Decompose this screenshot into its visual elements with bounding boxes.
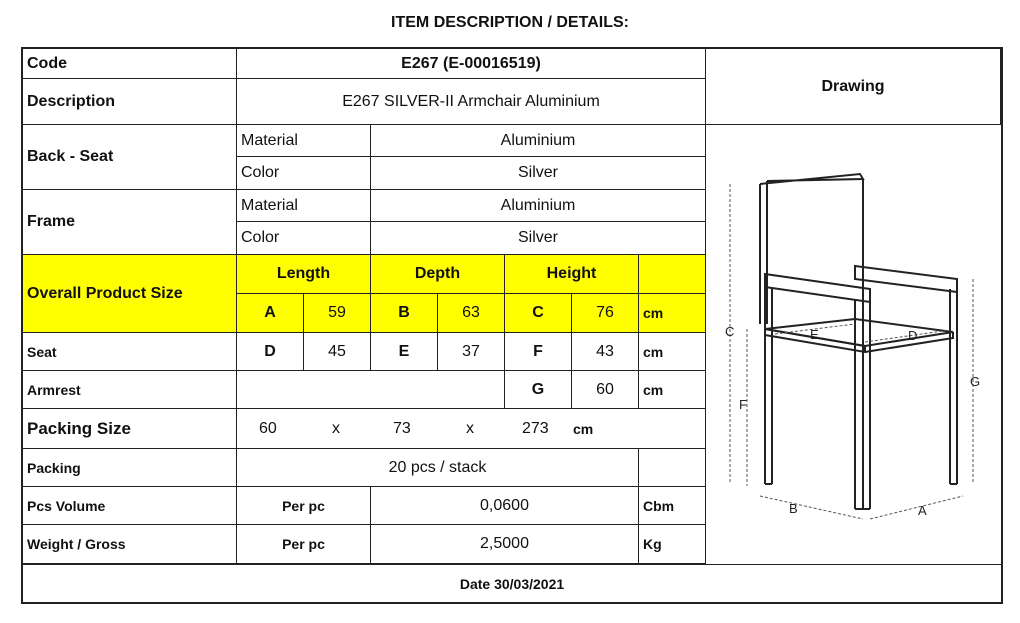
back-seat-color-label: Color [237,157,371,190]
dim-a-letter: A [237,294,304,333]
dim-f-letter: F [505,333,572,371]
dim-a-line [870,496,963,519]
back-seat-color: Silver [371,157,706,190]
date-footer: Date 30/03/2021 [23,564,1001,602]
frame-color-label: Color [237,222,371,255]
overall-unit-header [639,255,706,294]
weight-unit: Kg [639,525,706,564]
volume-unit: Cbm [639,487,706,525]
height-header: Height [505,255,639,294]
weight-label: Weight / Gross [23,525,237,564]
frame-material: Aluminium [371,190,706,222]
back-seat-material: Aluminium [371,125,706,157]
dim-g-label: G [970,374,981,389]
dim-d-label: D [908,328,918,343]
length-header: Length [237,255,371,294]
dim-b-label: B [789,501,798,516]
packing-value: 20 pcs / stack [237,449,639,487]
dim-c-value: 76 [572,294,639,333]
weight-value: 2,5000 [371,525,639,564]
dim-e-value: 37 [438,333,505,371]
packing-unit-empty [639,449,706,487]
dim-a-value: 59 [304,294,371,333]
packing-size-values [237,409,706,449]
packing-length: 60 [259,419,277,437]
packing-width: 73 [393,419,411,437]
back-top [760,174,863,184]
code-value: E267 (E-00016519) [237,49,706,79]
packing-x1: x [332,419,340,437]
dim-b-line [760,496,863,519]
dim-e-label: E [810,327,819,342]
dim-g-letter: G [505,371,572,409]
overall-size-label: Overall Product Size [23,255,237,333]
dim-a-label: A [918,503,927,518]
volume-per: Per pc [237,487,371,525]
seat-label: Seat [23,333,237,371]
description-label: Description [23,79,237,125]
armrest-unit: cm [639,371,706,409]
dim-f-label: F [739,397,747,412]
chair-drawing-svg [705,124,1002,564]
packing-unit: cm [573,420,594,437]
depth-header: Depth [371,255,505,294]
frame-color: Silver [371,222,706,255]
chair-drawing [705,124,1002,564]
overall-unit: cm [639,294,706,333]
frame-label: Frame [23,190,237,255]
drawing-label: Drawing [706,49,1001,125]
code-label: Code [23,49,237,79]
armrest-empty [237,371,505,409]
packing-size-label: Packing Size [23,409,237,449]
dim-e-letter: E [371,333,438,371]
packing-height: 273 [522,419,549,437]
volume-value: 0,0600 [371,487,639,525]
packing-x2: x [466,419,474,437]
seat-unit: cm [639,333,706,371]
back-seat-label: Back - Seat [23,125,237,190]
dim-f-value: 43 [572,333,639,371]
back-seat-material-label: Material [237,125,371,157]
page-title: ITEM DESCRIPTION / DETAILS: [391,14,629,31]
dim-g-value: 60 [572,371,639,409]
volume-label: Pcs Volume [23,487,237,525]
armrest-label: Armrest [23,371,237,409]
weight-per: Per pc [237,525,371,564]
dim-d-value: 45 [304,333,371,371]
dim-b-letter: B [371,294,438,333]
dim-c-letter: C [505,294,572,333]
dim-b-value: 63 [438,294,505,333]
dim-c-label: C [725,324,735,339]
frame-material-label: Material [237,190,371,222]
packing-label: Packing [23,449,237,487]
description-value: E267 SILVER-II Armchair Aluminium [237,79,706,125]
dim-d-letter: D [237,333,304,371]
